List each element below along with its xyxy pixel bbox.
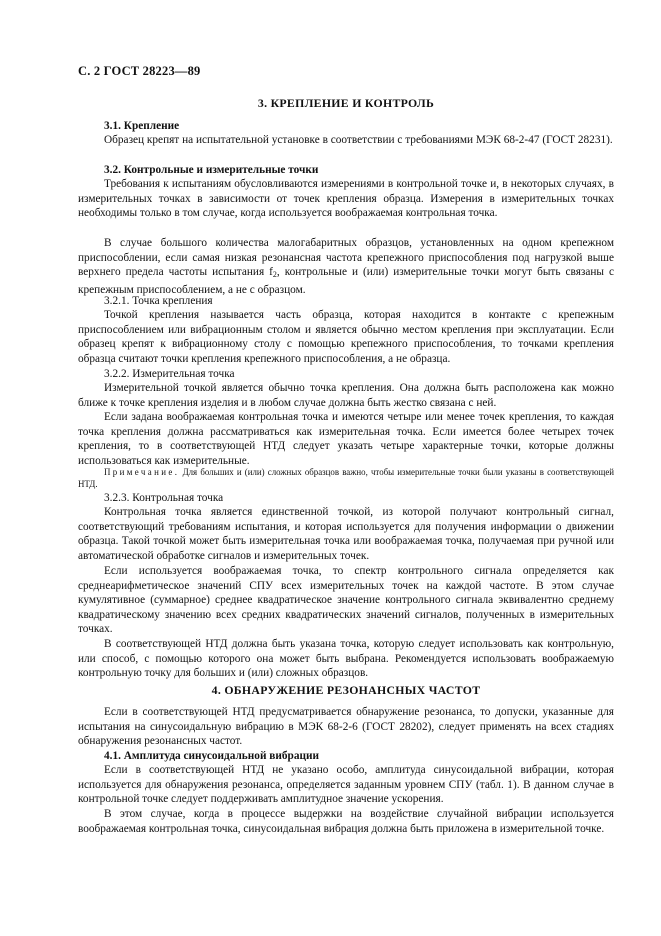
clause-3-2 <box>78 163 614 178</box>
paragraph: Измерительной точкой является обычно точка крепления. Она должна быть расположена как можно ближе к точке крепления изделия и в любом случае должна быть жестко связана с ней. <box>78 382 614 409</box>
clause-3-2-1-heading: 3.2.1. Точка крепления <box>104 295 213 307</box>
paragraph: Если задана воображаемая контрольная точка и имеются четыре или менее точек крепления, то каждая точка крепления должна рассматриваться как измерительная точка. Если имеется более четырех точек крепления, то в соответствующей НТД следует указать четыре характерные точки, которые должны использоваться как измерительные. <box>78 411 614 467</box>
paragraph: Если в соответствующей НТД не указано особо, амплитуда синусоидальной вибрации, которая используется для обнаружения резонанса, определяется заданным уровнем СПУ (табл. 1). В данном случае в контрольной точке следует поддерживать амплитудное значение ускорения. <box>78 764 614 806</box>
clause-3-2-2-heading: 3.2.2. Измерительная точка <box>104 368 235 380</box>
clause-3-1 <box>78 119 614 134</box>
clause-3-2-3-heading: 3.2.3. Контрольная точка <box>104 492 224 504</box>
paragraph: Если в соответствующей НТД предусматривается обнаружение резонанса, то допуски, указанные для испытания на синусоидальную вибрацию в МЭК 68-2-6 (ГОСТ 28202), следует применять на всех стадиях обнаружения резонансных частот. <box>78 706 614 748</box>
note: Примечание. Для больших и (или) сложных образцов важно, чтобы измерительные точки были указаны в соответствующей НТД. <box>78 467 615 489</box>
clause-4-1 <box>78 749 614 764</box>
clause-3-2-heading: 3.2. Контрольные и измерительные точки <box>104 164 319 176</box>
paragraph: Точкой крепления называется часть образца, которая находится в контакте с крепежным приспособлением или вибрационным столом и является обычно местом крепления при эксплуатации. Если образец крепят к вибрационному столу с помощью крепежного приспособления, то точками крепления образца считают точки крепления крепежного приспособления, а не образца. <box>78 309 614 365</box>
note-label: Примечание. <box>104 467 180 477</box>
page-header: С. 2 ГОСТ 28223—89 <box>78 64 201 78</box>
paragraph: В случае большого количества малогабаритных образцов, установленных на одном крепежном приспособлении, если самая низкая резонансная частота крепежного приспособления под нагрузкой выше верхнего предела частоты испытания $f_2$, контрольные и (или) измерительные точки могут быть связаны с крепежным приспособлением, а не с образцом. <box>78 237 614 296</box>
paragraph: Требования к испытаниям обусловливаются измерениями в контрольной точке и, в некоторых случаях, в измерительных точках в зависимости от точек крепления образца. Измерения в измерительных точках необходимы только в том случае, когда используется воображаемая контрольная точка. <box>78 178 614 220</box>
paragraph: Если используется воображаемая точка, то спектр контрольного сигнала определяется как среднеарифметическое значений СПУ всех измерительных точек на каждой частоте. В этом случае кумулятивное (суммарное) среднее квадратическое значение контрольного сигнала эквивалентно среднему квадратическому значению всех средних квадратических значений сигналов, полученных в измерительных точках. <box>78 565 614 636</box>
section-4-title: 4. ОБНАРУЖЕНИЕ РЕЗОНАНСНЫХ ЧАСТОТ <box>211 683 481 697</box>
clause-3-1-text: Образец крепят на испытательной установке в соответствии с требованиями МЭК 68-2-47 (ГОСТ 28231). <box>104 134 613 146</box>
clause-3-1-heading: 3.1. Крепление <box>104 120 180 132</box>
paragraph: В соответствующей НТД должна быть указана точка, которую следует использовать как контрольную, или способ, с помощью которого она может быть выбрана. Рекомендуется использовать воображаемую контрольную точку для больших и (или) сложных образцов. <box>78 638 614 680</box>
paragraph: Контрольная точка является единственной точкой, из которой получают контрольный сигнал, соответствующий требованиям испытания, и которая используется для получения информации о движении образца. Такой точкой может быть измерительная точка или воображаемая точка, получаемая при ручной или автоматической обработке сигналов и измерительных точек. <box>78 506 614 562</box>
section-3-title: 3. КРЕПЛЕНИЕ И КОНТРОЛЬ <box>257 96 435 110</box>
clause-4-1-heading: 4.1. Амплитуда синусоидальной вибрации <box>104 750 319 762</box>
paragraph: В этом случае, когда в процессе выдержки на воздействие случайной вибрации используется воображаемая контрольная точка, синусоидальная вибрация должна быть приложена в измерительной точке. <box>78 808 614 835</box>
